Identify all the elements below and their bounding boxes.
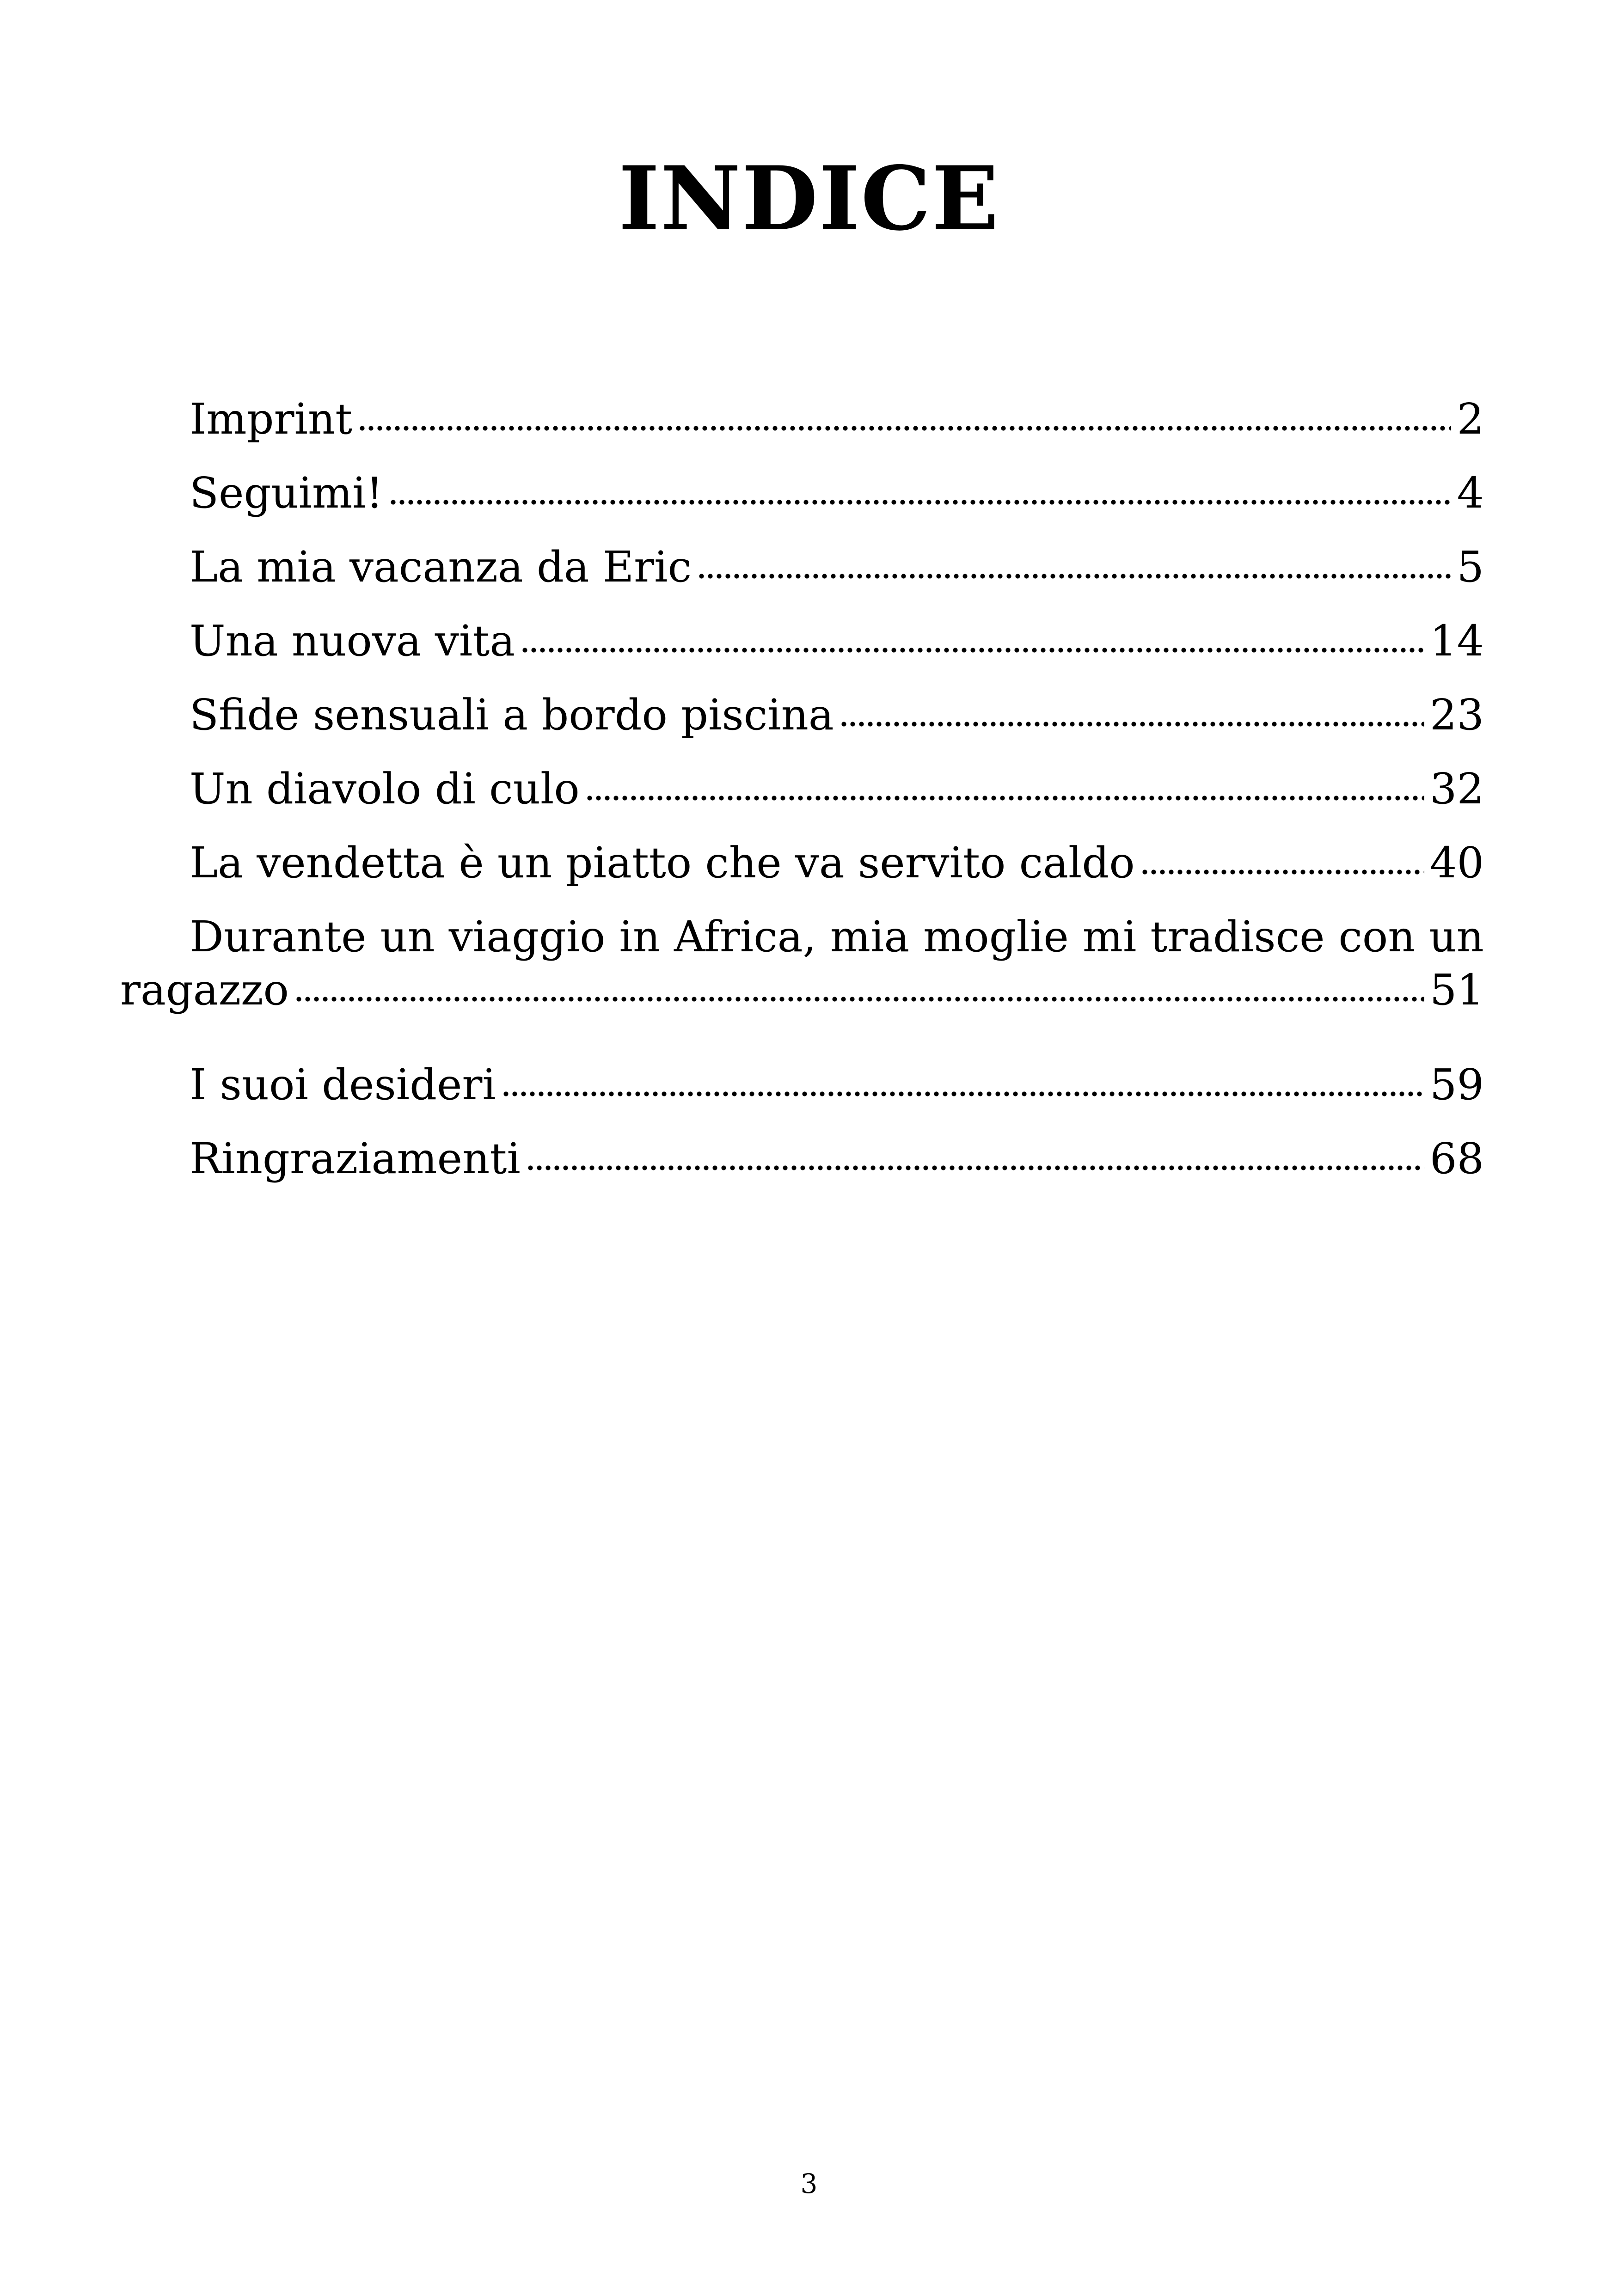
toc-entry[interactable] — [120, 518, 1484, 592]
toc-entry-continuation — [120, 961, 1484, 1015]
toc-entry-word: Durante — [190, 912, 367, 961]
toc-entry-page: 4 — [1457, 468, 1484, 518]
toc-entry-page: 40 — [1429, 838, 1484, 888]
dot-leader — [585, 793, 1424, 802]
dot-leader — [294, 994, 1424, 1004]
toc-entry-page: 23 — [1429, 690, 1484, 740]
toc-entry-title: Imprint — [190, 394, 353, 444]
toc-entry-title-line — [120, 888, 1484, 961]
dot-leader — [526, 1163, 1424, 1172]
toc-entry-title: Un diavolo di culo — [190, 764, 580, 814]
toc-entry[interactable] — [120, 1109, 1484, 1183]
toc-entry-page: 59 — [1429, 1060, 1484, 1109]
dot-leader — [502, 1089, 1424, 1098]
table-of-contents — [120, 370, 1484, 1183]
toc-entry-page: 2 — [1457, 394, 1484, 444]
toc-entry[interactable] — [120, 888, 1484, 1015]
toc-entry-word: un — [380, 912, 435, 961]
page-number: 3 — [800, 2168, 818, 2199]
toc-entry-word: Africa, — [674, 912, 816, 961]
toc-entry-title: ragazzo — [120, 965, 289, 1015]
toc-entry-title: Sfide sensuali a bordo piscina — [190, 690, 834, 740]
page-title: INDICE — [618, 147, 1000, 250]
toc-entry-word: con — [1338, 912, 1416, 961]
toc-entry[interactable] — [120, 666, 1484, 740]
toc-entry[interactable] — [120, 370, 1484, 444]
dot-leader — [840, 719, 1424, 729]
dot-leader — [697, 571, 1451, 581]
toc-entry[interactable] — [120, 592, 1484, 666]
toc-entry-word: viaggio — [448, 912, 606, 961]
toc-entry[interactable] — [120, 814, 1484, 888]
toc-entry-title: La mia vacanza da Eric — [190, 542, 692, 592]
dot-leader — [521, 645, 1424, 655]
toc-entry[interactable] — [120, 740, 1484, 814]
toc-entry-page: 51 — [1429, 965, 1484, 1015]
toc-entry-word: moglie — [923, 912, 1069, 961]
toc-entry[interactable] — [120, 1035, 1484, 1109]
toc-entry-page: 14 — [1429, 616, 1484, 666]
toc-entry-title: I suoi desideri — [190, 1060, 496, 1109]
toc-entry-title: Una nuova vita — [190, 616, 515, 666]
toc-entry-page: 68 — [1429, 1134, 1484, 1183]
toc-entry[interactable] — [120, 444, 1484, 518]
dot-leader — [1140, 867, 1424, 876]
toc-entry-page: 5 — [1457, 542, 1484, 592]
toc-entry-word: un — [1429, 912, 1484, 961]
toc-entry-word: mia — [830, 912, 910, 961]
dot-leader — [358, 423, 1451, 433]
toc-entry-title: La vendetta è un piatto che va servito caldo — [190, 838, 1135, 888]
dot-leader — [389, 497, 1452, 507]
toc-entry-word: mi — [1082, 912, 1137, 961]
toc-entry-title: Ringraziamenti — [190, 1134, 521, 1183]
toc-entry-title: Seguimi! — [190, 468, 383, 518]
toc-entry-word: tradisce — [1150, 912, 1325, 961]
toc-entry-word: in — [619, 912, 661, 961]
toc-entry-page: 32 — [1429, 764, 1484, 814]
